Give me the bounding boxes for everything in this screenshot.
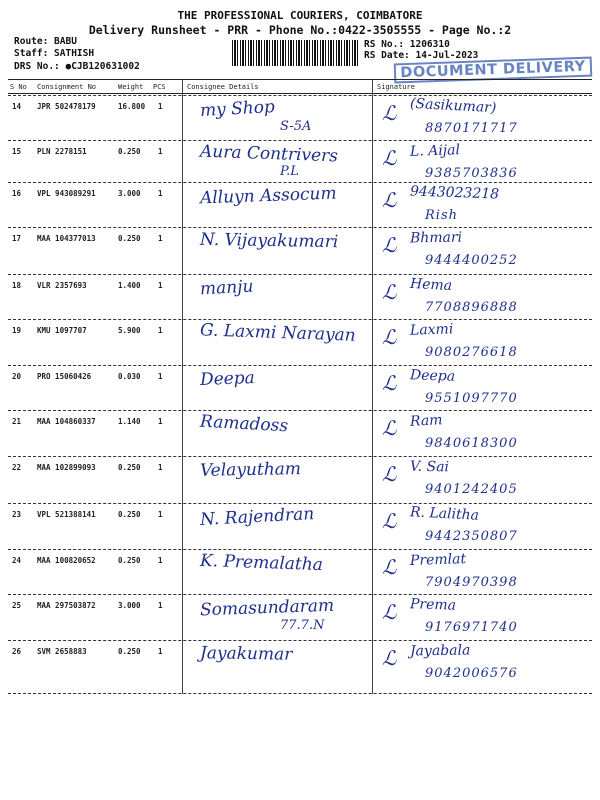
consignee-name: my Shop (199, 97, 276, 121)
receiver-signature: Laxmi (409, 321, 454, 339)
serial-number: 18 (12, 281, 22, 290)
consignment-number: KMU 1097707 (37, 326, 87, 335)
receiver-phone: 9176971740 (425, 620, 518, 635)
receiver-signature: Prema (409, 596, 457, 614)
rs-number: RS No.: 1206310 (364, 39, 450, 50)
receiver-phone: 9840618300 (425, 436, 518, 451)
table-row (0, 227, 600, 273)
signature-mark: ℒ (382, 600, 397, 624)
consignee-name: Aura Contrivers (199, 141, 339, 167)
consignment-number: JPR 502478179 (37, 102, 96, 111)
consignee-name: Alluyn Assocum (199, 183, 337, 209)
receiver-signature: L. Aijal (409, 142, 461, 160)
signature-mark: ℒ (382, 462, 397, 486)
consignee-detail: S-5A (280, 119, 312, 134)
receiver-signature: Deepa (409, 367, 456, 385)
signature-mark: ℒ (382, 188, 397, 212)
weight: 1.140 (118, 417, 141, 426)
signature-mark: ℒ (382, 325, 397, 349)
signature-mark: ℒ (382, 101, 397, 125)
serial-number: 15 (12, 147, 22, 156)
weight: 0.250 (118, 147, 141, 156)
row-separator (8, 319, 592, 320)
consignee-name: Velayutham (199, 459, 302, 481)
receiver-signature: Ram (409, 412, 443, 430)
receiver-signature: 9443023218 (409, 183, 500, 203)
receiver-signature: Jayabala (409, 642, 471, 660)
header-bottom-rule (8, 93, 592, 94)
consignee-name: Deepa (199, 368, 256, 390)
row-separator (8, 640, 592, 641)
receiver-signature: R. Lalitha (409, 504, 480, 524)
consignment-number: MAA 104860337 (37, 417, 96, 426)
consignee-name: Ramadoss (199, 411, 289, 437)
col-weight: Weight (118, 83, 144, 91)
serial-number: 17 (12, 234, 22, 243)
pieces: 1 (158, 510, 163, 519)
pieces: 1 (158, 234, 163, 243)
row-separator (8, 549, 592, 550)
consignment-number: SVM 2658883 (37, 647, 87, 656)
document-delivery-stamp: DOCUMENT DELIVERY (394, 57, 593, 84)
col-pcs: PCS (153, 83, 166, 91)
table-row (0, 640, 600, 686)
runsheet-subtitle: Delivery Runsheet - PRR - Phone No.:0422-3505555 - Page No.:2 (88, 23, 512, 37)
serial-number: 22 (12, 463, 22, 472)
receiver-signature: Hema (409, 275, 453, 295)
consignment-number: PLN 2278151 (37, 147, 87, 156)
header-top-rule (8, 79, 592, 80)
table-row (0, 549, 600, 595)
weight: 0.250 (118, 463, 141, 472)
weight: 0.030 (118, 372, 141, 381)
staff-label: Staff: SATHISH (14, 48, 95, 59)
barcode (232, 40, 358, 66)
row-separator (8, 410, 592, 411)
pieces: 1 (158, 417, 163, 426)
row-separator (8, 227, 592, 228)
receiver-phone: 9551097770 (425, 391, 518, 406)
consignee-name: Somasundaram (199, 595, 335, 621)
receiver-phone: 9442350807 (425, 529, 518, 544)
row-separator (8, 456, 592, 457)
drs-number: DRS No.: ●CJB120631002 (14, 61, 140, 72)
consignment-number: VPL 521388141 (37, 510, 96, 519)
pieces: 1 (158, 647, 163, 656)
pieces: 1 (158, 326, 163, 335)
pieces: 1 (158, 147, 163, 156)
signature-mark: ℒ (382, 371, 397, 395)
pieces: 1 (158, 189, 163, 198)
receiver-signature: Premlat (409, 551, 467, 569)
receiver-phone: 7708896888 (425, 300, 518, 315)
consignment-number: MAA 102899093 (37, 463, 96, 472)
row-separator (8, 365, 592, 366)
consignee-name: G. Laxmi Narayan (199, 320, 357, 346)
serial-number: 19 (12, 326, 22, 335)
table-row (0, 594, 600, 640)
row-separator (8, 182, 592, 183)
receiver-phone: 9080276618 (425, 345, 518, 360)
rs-date: RS Date: 14-Jul-2023 (364, 50, 479, 61)
consignee-name: manju (199, 276, 254, 300)
row-separator (8, 140, 592, 141)
row-separator (8, 594, 592, 595)
consignee-name: N. Rajendran (199, 504, 315, 530)
weight: 1.400 (118, 281, 141, 290)
consignment-number: MAA 104377013 (37, 234, 96, 243)
weight: 3.000 (118, 189, 141, 198)
table-row (0, 365, 600, 411)
consignee-name: N. Vijayakumari (199, 229, 339, 253)
route-label: Route: BABU (14, 36, 77, 47)
signature-mark: ℒ (382, 233, 397, 257)
consignee-name: K. Premalatha (199, 550, 324, 576)
signature-mark: ℒ (382, 646, 397, 670)
consignment-number: VLR 2357693 (37, 281, 87, 290)
weight: 0.250 (118, 647, 141, 656)
serial-number: 21 (12, 417, 22, 426)
signature-mark: ℒ (382, 146, 397, 170)
signature-mark: ℒ (382, 509, 397, 533)
table-row (0, 140, 600, 186)
consignee-name: Jayakumar (199, 643, 293, 665)
col-consignee: Consignee Details (187, 83, 259, 91)
consignee-detail: 77.7.N (280, 618, 325, 633)
pieces: 1 (158, 372, 163, 381)
weight: 5.900 (118, 326, 141, 335)
receiver-signature: V. Sai (409, 458, 450, 476)
receiver-signature: Bhmari (409, 229, 463, 247)
signature-mark: ℒ (382, 555, 397, 579)
pieces: 1 (158, 463, 163, 472)
row-separator (8, 95, 592, 96)
receiver-signature: (Sasikumar) (409, 95, 497, 117)
consignment-number: MAA 297503872 (37, 601, 96, 610)
receiver-phone: 9401242405 (425, 482, 518, 497)
serial-number: 20 (12, 372, 22, 381)
receiver-phone: 9385703836 (425, 166, 518, 181)
serial-number: 24 (12, 556, 22, 565)
pieces: 1 (158, 556, 163, 565)
weight: 0.250 (118, 556, 141, 565)
signature-mark: ℒ (382, 416, 397, 440)
pieces: 1 (158, 281, 163, 290)
receiver-phone: Rish (425, 208, 458, 223)
table-row (0, 503, 600, 549)
weight: 16.800 (118, 102, 146, 111)
weight: 0.250 (118, 510, 141, 519)
signature-mark: ℒ (382, 280, 397, 304)
receiver-phone: 9042006576 (425, 666, 518, 681)
col-consignment: Consignment No (37, 83, 97, 91)
table-row (0, 95, 600, 141)
consignment-number: PRO 15060426 (37, 372, 92, 381)
receiver-phone: 8870171717 (425, 121, 518, 136)
table-row (0, 274, 600, 320)
receiver-phone: 7904970398 (425, 575, 518, 590)
table-end-rule (8, 693, 592, 694)
serial-number: 25 (12, 601, 22, 610)
consignee-detail: P.L (280, 164, 299, 179)
serial-number: 23 (12, 510, 22, 519)
table-row (0, 319, 600, 365)
serial-number: 26 (12, 647, 22, 656)
company-title: THE PROFESSIONAL COURIERS, COIMBATORE (177, 9, 423, 22)
col-signature: Signature (377, 83, 415, 91)
weight: 3.000 (118, 601, 141, 610)
table-row (0, 182, 600, 228)
receiver-phone: 9444400252 (425, 253, 518, 268)
pieces: 1 (158, 601, 163, 610)
table-row (0, 456, 600, 502)
serial-number: 16 (12, 189, 22, 198)
serial-number: 14 (12, 102, 22, 111)
consignment-number: MAA 100820652 (37, 556, 96, 565)
col-sno: S No (10, 83, 27, 91)
row-separator (8, 274, 592, 275)
weight: 0.250 (118, 234, 141, 243)
consignment-number: VPL 943089291 (37, 189, 96, 198)
pieces: 1 (158, 102, 163, 111)
table-row (0, 410, 600, 456)
